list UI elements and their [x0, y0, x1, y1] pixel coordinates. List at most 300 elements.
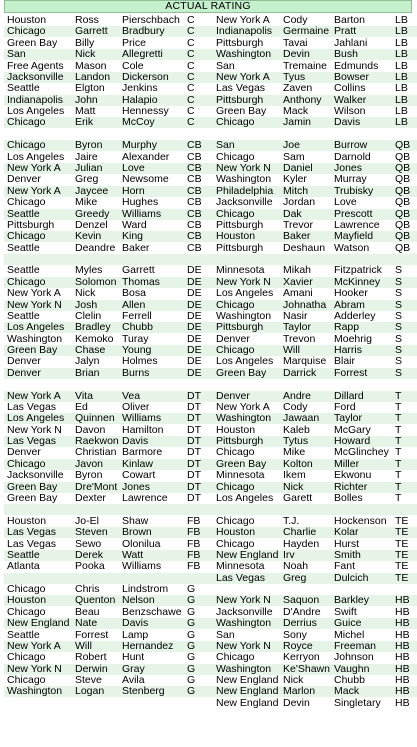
table-cell[interactable]: Watson: [334, 242, 370, 254]
table-cell[interactable]: HB: [395, 629, 410, 641]
table-cell[interactable]: C: [187, 71, 195, 83]
table-cell[interactable]: LB: [395, 83, 408, 95]
table-cell[interactable]: QB: [395, 197, 411, 209]
table-cell[interactable]: Tavai: [283, 37, 308, 49]
table-cell[interactable]: Jamin: [283, 117, 312, 129]
table-cell[interactable]: San: [216, 140, 235, 152]
table-cell[interactable]: CB: [187, 219, 202, 231]
table-cell[interactable]: Nick: [283, 675, 304, 686]
table-cell[interactable]: Robert: [75, 652, 107, 664]
table-cell[interactable]: Free Agents: [7, 60, 64, 72]
table-cell[interactable]: Chicago: [7, 652, 46, 664]
table-cell[interactable]: C: [187, 37, 195, 49]
table-cell[interactable]: San: [7, 49, 26, 61]
table-cell[interactable]: Smith: [334, 549, 361, 561]
table-cell[interactable]: S: [395, 333, 403, 345]
table-cell[interactable]: Davon: [75, 424, 106, 436]
table-cell[interactable]: Denver: [7, 447, 41, 459]
table-cell[interactable]: Devin: [283, 49, 310, 61]
table-cell[interactable]: DT: [187, 481, 201, 493]
table-cell[interactable]: Chris: [75, 584, 100, 595]
table-cell[interactable]: LB: [395, 15, 408, 26]
table-cell[interactable]: Hooker: [334, 288, 368, 300]
table-cell[interactable]: New York N: [216, 640, 271, 652]
table-cell[interactable]: HB: [395, 697, 410, 709]
table-cell[interactable]: CB: [187, 162, 202, 174]
table-cell[interactable]: T: [395, 413, 402, 425]
table-cell[interactable]: New York N: [216, 276, 271, 288]
table-cell[interactable]: Quenton: [75, 595, 116, 607]
table-cell[interactable]: Los Angeles: [216, 288, 274, 300]
table-cell[interactable]: Howard: [334, 436, 371, 448]
table-cell[interactable]: Derek: [75, 549, 104, 561]
table-cell[interactable]: FB: [187, 561, 201, 573]
table-cell[interactable]: Chicago: [7, 458, 46, 470]
table-cell[interactable]: Murphy: [122, 140, 158, 152]
table-cell[interactable]: Chicago: [7, 140, 46, 152]
table-cell[interactable]: LB: [395, 71, 408, 83]
table-cell[interactable]: LB: [395, 94, 408, 106]
table-cell[interactable]: Los Angeles: [7, 322, 65, 334]
table-cell[interactable]: Indianapolis: [216, 26, 273, 38]
table-cell[interactable]: Denver: [216, 390, 250, 402]
table-cell[interactable]: Allegretti: [122, 49, 163, 61]
table-cell[interactable]: Horn: [122, 185, 145, 197]
table-cell[interactable]: LB: [395, 117, 408, 129]
table-cell[interactable]: Los Angeles: [7, 106, 65, 117]
table-cell[interactable]: Jones: [334, 162, 363, 174]
table-cell[interactable]: Hughes: [122, 197, 159, 209]
table-cell[interactable]: Ferrell: [122, 310, 152, 322]
table-cell[interactable]: Dak: [283, 208, 302, 220]
table-cell[interactable]: Benzschawe: [122, 606, 182, 618]
table-cell[interactable]: Pittsburgh: [216, 94, 264, 106]
table-cell[interactable]: Myles: [75, 265, 103, 277]
table-cell[interactable]: DT: [187, 413, 201, 425]
table-cell[interactable]: Quinnen: [75, 413, 115, 425]
table-cell[interactable]: Washington: [216, 49, 272, 61]
table-cell[interactable]: Las Vegas: [7, 538, 57, 550]
table-cell[interactable]: Chicago: [7, 26, 46, 38]
table-cell[interactable]: Cowart: [122, 470, 156, 482]
table-cell[interactable]: Abram: [334, 299, 365, 311]
table-cell[interactable]: Indianapolis: [7, 94, 64, 106]
table-cell[interactable]: Oliver: [122, 401, 150, 413]
table-cell[interactable]: Mikah: [283, 265, 312, 277]
table-cell[interactable]: John: [75, 94, 98, 106]
table-cell[interactable]: Sam: [283, 151, 305, 163]
table-cell[interactable]: Alexander: [122, 151, 170, 163]
table-cell[interactable]: DT: [187, 424, 201, 436]
table-cell[interactable]: Hurst: [334, 538, 360, 550]
table-cell[interactable]: Nasir: [283, 310, 308, 322]
table-cell[interactable]: Royce: [283, 640, 313, 652]
table-cell[interactable]: Holmes: [122, 356, 158, 368]
table-cell[interactable]: New York A: [7, 185, 61, 197]
table-cell[interactable]: TE: [395, 549, 409, 561]
table-cell[interactable]: DE: [187, 299, 202, 311]
table-cell[interactable]: Lamp: [122, 629, 149, 641]
table-cell[interactable]: Las Vegas: [7, 527, 57, 539]
table-cell[interactable]: Johnson: [334, 652, 374, 664]
table-cell[interactable]: Chicago: [7, 197, 46, 209]
table-cell[interactable]: Chicago: [216, 345, 255, 356]
table-cell[interactable]: Garett: [283, 493, 313, 504]
table-cell[interactable]: G: [187, 640, 196, 652]
table-cell[interactable]: Baker: [283, 231, 311, 243]
table-cell[interactable]: New York A: [7, 288, 61, 300]
table-cell[interactable]: Thomas: [122, 276, 160, 288]
table-cell[interactable]: Chicago: [216, 447, 255, 459]
table-cell[interactable]: T: [395, 481, 402, 493]
table-cell[interactable]: Washington: [216, 174, 272, 186]
table-cell[interactable]: Bolles: [334, 493, 363, 504]
table-cell[interactable]: San: [216, 60, 235, 72]
table-cell[interactable]: Minnesota: [216, 470, 265, 482]
table-cell[interactable]: T: [395, 470, 402, 482]
table-cell[interactable]: S: [395, 265, 403, 277]
table-cell[interactable]: Miller: [334, 458, 360, 470]
table-cell[interactable]: QB: [395, 208, 411, 220]
table-cell[interactable]: Lawrence: [122, 493, 168, 504]
table-cell[interactable]: DE: [187, 276, 202, 288]
table-cell[interactable]: Turay: [122, 333, 149, 345]
table-cell[interactable]: Davis: [122, 618, 149, 630]
table-cell[interactable]: DE: [187, 265, 202, 277]
table-cell[interactable]: DT: [187, 493, 201, 504]
table-cell[interactable]: Newsome: [122, 174, 169, 186]
table-cell[interactable]: C: [187, 49, 195, 61]
table-cell[interactable]: New York A: [216, 401, 270, 413]
table-cell[interactable]: Mike: [75, 197, 98, 209]
table-cell[interactable]: Jacksonville: [216, 197, 273, 209]
table-cell[interactable]: Denver: [7, 367, 41, 379]
table-cell[interactable]: Halapio: [122, 94, 158, 106]
table-cell[interactable]: DT: [187, 458, 201, 470]
table-cell[interactable]: Mason: [75, 60, 107, 72]
table-cell[interactable]: HB: [395, 663, 410, 675]
table-cell[interactable]: HB: [395, 606, 410, 618]
table-cell[interactable]: Denver: [7, 356, 41, 368]
table-cell[interactable]: T.J.: [283, 515, 300, 527]
table-cell[interactable]: Freeman: [334, 640, 377, 652]
table-cell[interactable]: Williams: [122, 208, 162, 220]
table-cell[interactable]: G: [187, 629, 196, 641]
table-cell[interactable]: DE: [187, 345, 202, 356]
table-cell[interactable]: Murray: [334, 174, 367, 186]
table-cell[interactable]: DE: [187, 310, 202, 322]
table-cell[interactable]: Kinlaw: [122, 458, 153, 470]
table-cell[interactable]: Bush: [334, 49, 358, 61]
table-cell[interactable]: Julian: [75, 162, 103, 174]
table-cell[interactable]: Anthony: [283, 94, 322, 106]
table-cell[interactable]: Pratt: [334, 26, 357, 38]
table-cell[interactable]: Lawrence: [334, 219, 380, 231]
table-cell[interactable]: Chicago: [216, 117, 255, 129]
table-cell[interactable]: Seattle: [7, 629, 40, 641]
table-cell[interactable]: Rapp: [334, 322, 360, 334]
table-cell[interactable]: T: [395, 401, 402, 413]
table-cell[interactable]: Amani: [283, 288, 313, 300]
table-cell[interactable]: DT: [187, 470, 201, 482]
table-cell[interactable]: Chicago: [7, 231, 46, 243]
table-cell[interactable]: Ikem: [283, 470, 306, 482]
table-cell[interactable]: Jaire: [75, 151, 98, 163]
table-cell[interactable]: C: [187, 60, 195, 72]
table-cell[interactable]: Minnesota: [216, 561, 265, 573]
table-cell[interactable]: T: [395, 493, 402, 504]
table-cell[interactable]: Josh: [75, 299, 98, 311]
table-cell[interactable]: S: [395, 322, 403, 334]
table-cell[interactable]: Greg: [283, 572, 307, 584]
table-cell[interactable]: Ford: [334, 401, 356, 413]
table-cell[interactable]: San: [216, 629, 235, 641]
table-cell[interactable]: Sony: [283, 629, 307, 641]
table-cell[interactable]: Mike: [283, 447, 306, 459]
table-cell[interactable]: Edmunds: [334, 60, 379, 72]
header-cell[interactable]: [4, 0, 412, 13]
table-cell[interactable]: LB: [395, 49, 408, 61]
table-cell[interactable]: Hennessy: [122, 106, 169, 117]
table-cell[interactable]: Las Vegas: [216, 572, 266, 584]
table-cell[interactable]: Los Angeles: [216, 356, 274, 368]
table-cell[interactable]: DE: [187, 288, 202, 300]
table-cell[interactable]: Ekwonu: [334, 470, 372, 482]
table-cell[interactable]: Guice: [334, 618, 362, 630]
table-cell[interactable]: LB: [395, 26, 408, 38]
table-cell[interactable]: HB: [395, 675, 410, 686]
table-cell[interactable]: S: [395, 288, 403, 300]
table-cell[interactable]: King: [122, 231, 144, 243]
table-cell[interactable]: Forrest: [334, 367, 368, 379]
table-cell[interactable]: DE: [187, 356, 202, 368]
table-cell[interactable]: Joe: [283, 140, 300, 152]
table-cell[interactable]: Garrett: [75, 26, 108, 38]
table-cell[interactable]: Tyus: [283, 71, 306, 83]
table-cell[interactable]: Deshaun: [283, 242, 326, 254]
table-cell[interactable]: Michel: [334, 629, 365, 641]
table-cell[interactable]: Kerryon: [283, 652, 320, 664]
table-cell[interactable]: Jaycee: [75, 185, 109, 197]
table-cell[interactable]: Harris: [334, 345, 362, 356]
table-cell[interactable]: Christian: [75, 447, 117, 459]
table-cell[interactable]: S: [395, 299, 403, 311]
table-cell[interactable]: S: [395, 345, 403, 356]
table-cell[interactable]: S: [395, 367, 403, 379]
table-cell[interactable]: Vita: [75, 390, 93, 402]
table-cell[interactable]: Chubb: [334, 675, 365, 686]
table-cell[interactable]: New England: [7, 618, 70, 630]
table-cell[interactable]: Seattle: [7, 310, 40, 322]
table-cell[interactable]: New York N: [216, 595, 271, 607]
table-cell[interactable]: Gray: [122, 663, 145, 675]
table-cell[interactable]: Irv: [283, 549, 295, 561]
table-cell[interactable]: Jenkins: [122, 83, 158, 95]
table-cell[interactable]: Darrick: [283, 367, 317, 379]
table-cell[interactable]: Devin: [283, 697, 310, 709]
table-cell[interactable]: G: [187, 652, 196, 664]
table-cell[interactable]: Houston: [7, 515, 47, 527]
table-cell[interactable]: Charlie: [283, 527, 317, 539]
table-cell[interactable]: G: [187, 686, 196, 698]
table-cell[interactable]: CB: [187, 140, 202, 152]
table-cell[interactable]: Washington: [216, 413, 272, 425]
table-cell[interactable]: Derrius: [283, 618, 317, 630]
table-cell[interactable]: CB: [187, 231, 202, 243]
table-cell[interactable]: C: [187, 83, 195, 95]
table-cell[interactable]: McKinney: [334, 276, 381, 288]
table-cell[interactable]: Kaleb: [283, 424, 310, 436]
table-cell[interactable]: Seattle: [7, 83, 40, 95]
table-cell[interactable]: Washington: [216, 310, 272, 322]
table-cell[interactable]: Chubb: [122, 322, 153, 334]
table-cell[interactable]: Pittsburgh: [7, 219, 55, 231]
table-cell[interactable]: Beau: [75, 606, 100, 618]
table-cell[interactable]: Brown: [122, 527, 152, 539]
table-cell[interactable]: Byron: [75, 140, 103, 152]
table-cell[interactable]: Houston: [7, 15, 47, 26]
table-cell[interactable]: Seattle: [7, 549, 40, 561]
table-cell[interactable]: Olonilua: [122, 538, 161, 550]
table-cell[interactable]: G: [187, 595, 196, 607]
table-cell[interactable]: Davis: [334, 117, 361, 129]
table-cell[interactable]: Stenberg: [122, 686, 165, 698]
table-cell[interactable]: Matt: [75, 106, 96, 117]
table-cell[interactable]: Nick: [75, 49, 96, 61]
table-cell[interactable]: Allen: [122, 299, 146, 311]
table-cell[interactable]: Marquise: [283, 356, 327, 368]
table-cell[interactable]: Nelson: [122, 595, 155, 607]
table-cell[interactable]: Green Bay: [7, 493, 58, 504]
table-cell[interactable]: C: [187, 117, 195, 129]
table-cell[interactable]: QB: [395, 162, 411, 174]
table-cell[interactable]: Bradley: [75, 322, 111, 334]
table-cell[interactable]: Seattle: [7, 208, 40, 220]
table-cell[interactable]: New England: [216, 675, 279, 686]
table-cell[interactable]: G: [187, 663, 196, 675]
table-cell[interactable]: Ward: [122, 219, 147, 231]
table-cell[interactable]: Solomon: [75, 276, 117, 288]
table-cell[interactable]: G: [187, 584, 196, 595]
table-cell[interactable]: Zaven: [283, 83, 313, 95]
table-cell[interactable]: Davis: [122, 436, 149, 448]
table-cell[interactable]: G: [187, 606, 196, 618]
table-cell[interactable]: Byron: [75, 470, 103, 482]
table-cell[interactable]: Daniel: [283, 162, 313, 174]
table-cell[interactable]: QB: [395, 151, 411, 163]
table-cell[interactable]: Barton: [334, 15, 365, 26]
table-cell[interactable]: McGary: [334, 424, 371, 436]
table-cell[interactable]: Cole: [122, 60, 144, 72]
table-cell[interactable]: Mitch: [283, 185, 309, 197]
table-cell[interactable]: Bowser: [334, 71, 370, 83]
table-cell[interactable]: Pittsburgh: [216, 219, 264, 231]
table-cell[interactable]: Kevin: [75, 231, 102, 243]
table-cell[interactable]: Hockenson: [334, 515, 387, 527]
table-cell[interactable]: Chicago: [216, 208, 255, 220]
table-cell[interactable]: Darnold: [334, 151, 371, 163]
table-cell[interactable]: TE: [395, 515, 409, 527]
table-cell[interactable]: New York N: [7, 663, 62, 675]
table-cell[interactable]: Tremaine: [283, 60, 327, 72]
table-cell[interactable]: Chicago: [7, 675, 46, 686]
table-cell[interactable]: Moehrig: [334, 333, 372, 345]
table-cell[interactable]: Williams: [122, 561, 162, 573]
table-cell[interactable]: FB: [187, 527, 201, 539]
table-cell[interactable]: Billy: [75, 37, 95, 49]
table-cell[interactable]: Forrest: [75, 629, 109, 641]
table-cell[interactable]: Mack: [283, 106, 309, 117]
table-cell[interactable]: CB: [187, 242, 202, 254]
table-cell[interactable]: LB: [395, 37, 408, 49]
table-cell[interactable]: Williams: [122, 413, 162, 425]
table-cell[interactable]: Brian: [75, 367, 100, 379]
table-cell[interactable]: Kolar: [334, 527, 359, 539]
table-cell[interactable]: Taylor: [334, 413, 363, 425]
table-cell[interactable]: Chicago: [216, 481, 255, 493]
table-cell[interactable]: G: [187, 675, 196, 686]
table-cell[interactable]: Greedy: [75, 208, 110, 220]
table-cell[interactable]: Love: [122, 162, 145, 174]
table-cell[interactable]: DE: [187, 367, 202, 379]
table-cell[interactable]: Chicago: [216, 652, 255, 664]
table-cell[interactable]: Garrett: [122, 265, 155, 277]
table-cell[interactable]: Hernandez: [122, 640, 174, 652]
table-cell[interactable]: DT: [187, 436, 201, 448]
table-cell[interactable]: Raekwon: [75, 436, 119, 448]
table-cell[interactable]: Las Vegas: [7, 401, 57, 413]
table-cell[interactable]: Prescott: [334, 208, 373, 220]
table-cell[interactable]: Washington: [216, 618, 272, 630]
table-cell[interactable]: Barmore: [122, 447, 163, 459]
table-cell[interactable]: Avila: [122, 675, 145, 686]
table-cell[interactable]: Chicago: [7, 584, 46, 595]
table-cell[interactable]: Denver: [216, 333, 250, 345]
table-cell[interactable]: Las Vegas: [7, 436, 57, 448]
table-cell[interactable]: D'Andre: [283, 606, 321, 618]
table-cell[interactable]: TE: [395, 538, 409, 550]
table-cell[interactable]: Jo-El: [75, 515, 99, 527]
table-cell[interactable]: Steve: [75, 675, 102, 686]
table-cell[interactable]: Lindstrom: [122, 584, 169, 595]
table-cell[interactable]: Houston: [7, 595, 47, 607]
table-cell[interactable]: Los Angeles: [7, 151, 65, 163]
table-cell[interactable]: Green Bay: [216, 106, 267, 117]
table-cell[interactable]: Chicago: [216, 299, 255, 311]
table-cell[interactable]: Vea: [122, 390, 141, 402]
table-cell[interactable]: Seattle: [7, 242, 40, 254]
table-cell[interactable]: Chicago: [7, 276, 46, 288]
table-cell[interactable]: Cody: [283, 401, 308, 413]
table-cell[interactable]: HB: [395, 618, 410, 630]
table-cell[interactable]: New England: [216, 697, 279, 709]
table-cell[interactable]: Nick: [283, 481, 304, 493]
table-cell[interactable]: Derwin: [75, 663, 108, 675]
table-cell[interactable]: Ross: [75, 15, 99, 26]
table-cell[interactable]: QB: [395, 231, 411, 243]
table-cell[interactable]: Baker: [122, 242, 150, 254]
table-cell[interactable]: CB: [187, 197, 202, 209]
table-cell[interactable]: Will: [283, 345, 300, 356]
table-cell[interactable]: FB: [187, 549, 201, 561]
table-cell[interactable]: Jordan: [283, 197, 316, 209]
table-cell[interactable]: New York N: [7, 424, 62, 436]
table-cell[interactable]: T: [395, 390, 402, 402]
table-cell[interactable]: Blair: [334, 356, 356, 368]
table-cell[interactable]: Minnesota: [216, 265, 265, 277]
table-cell[interactable]: Jacksonville: [7, 71, 64, 83]
table-cell[interactable]: Ke'Shawn: [283, 663, 330, 675]
